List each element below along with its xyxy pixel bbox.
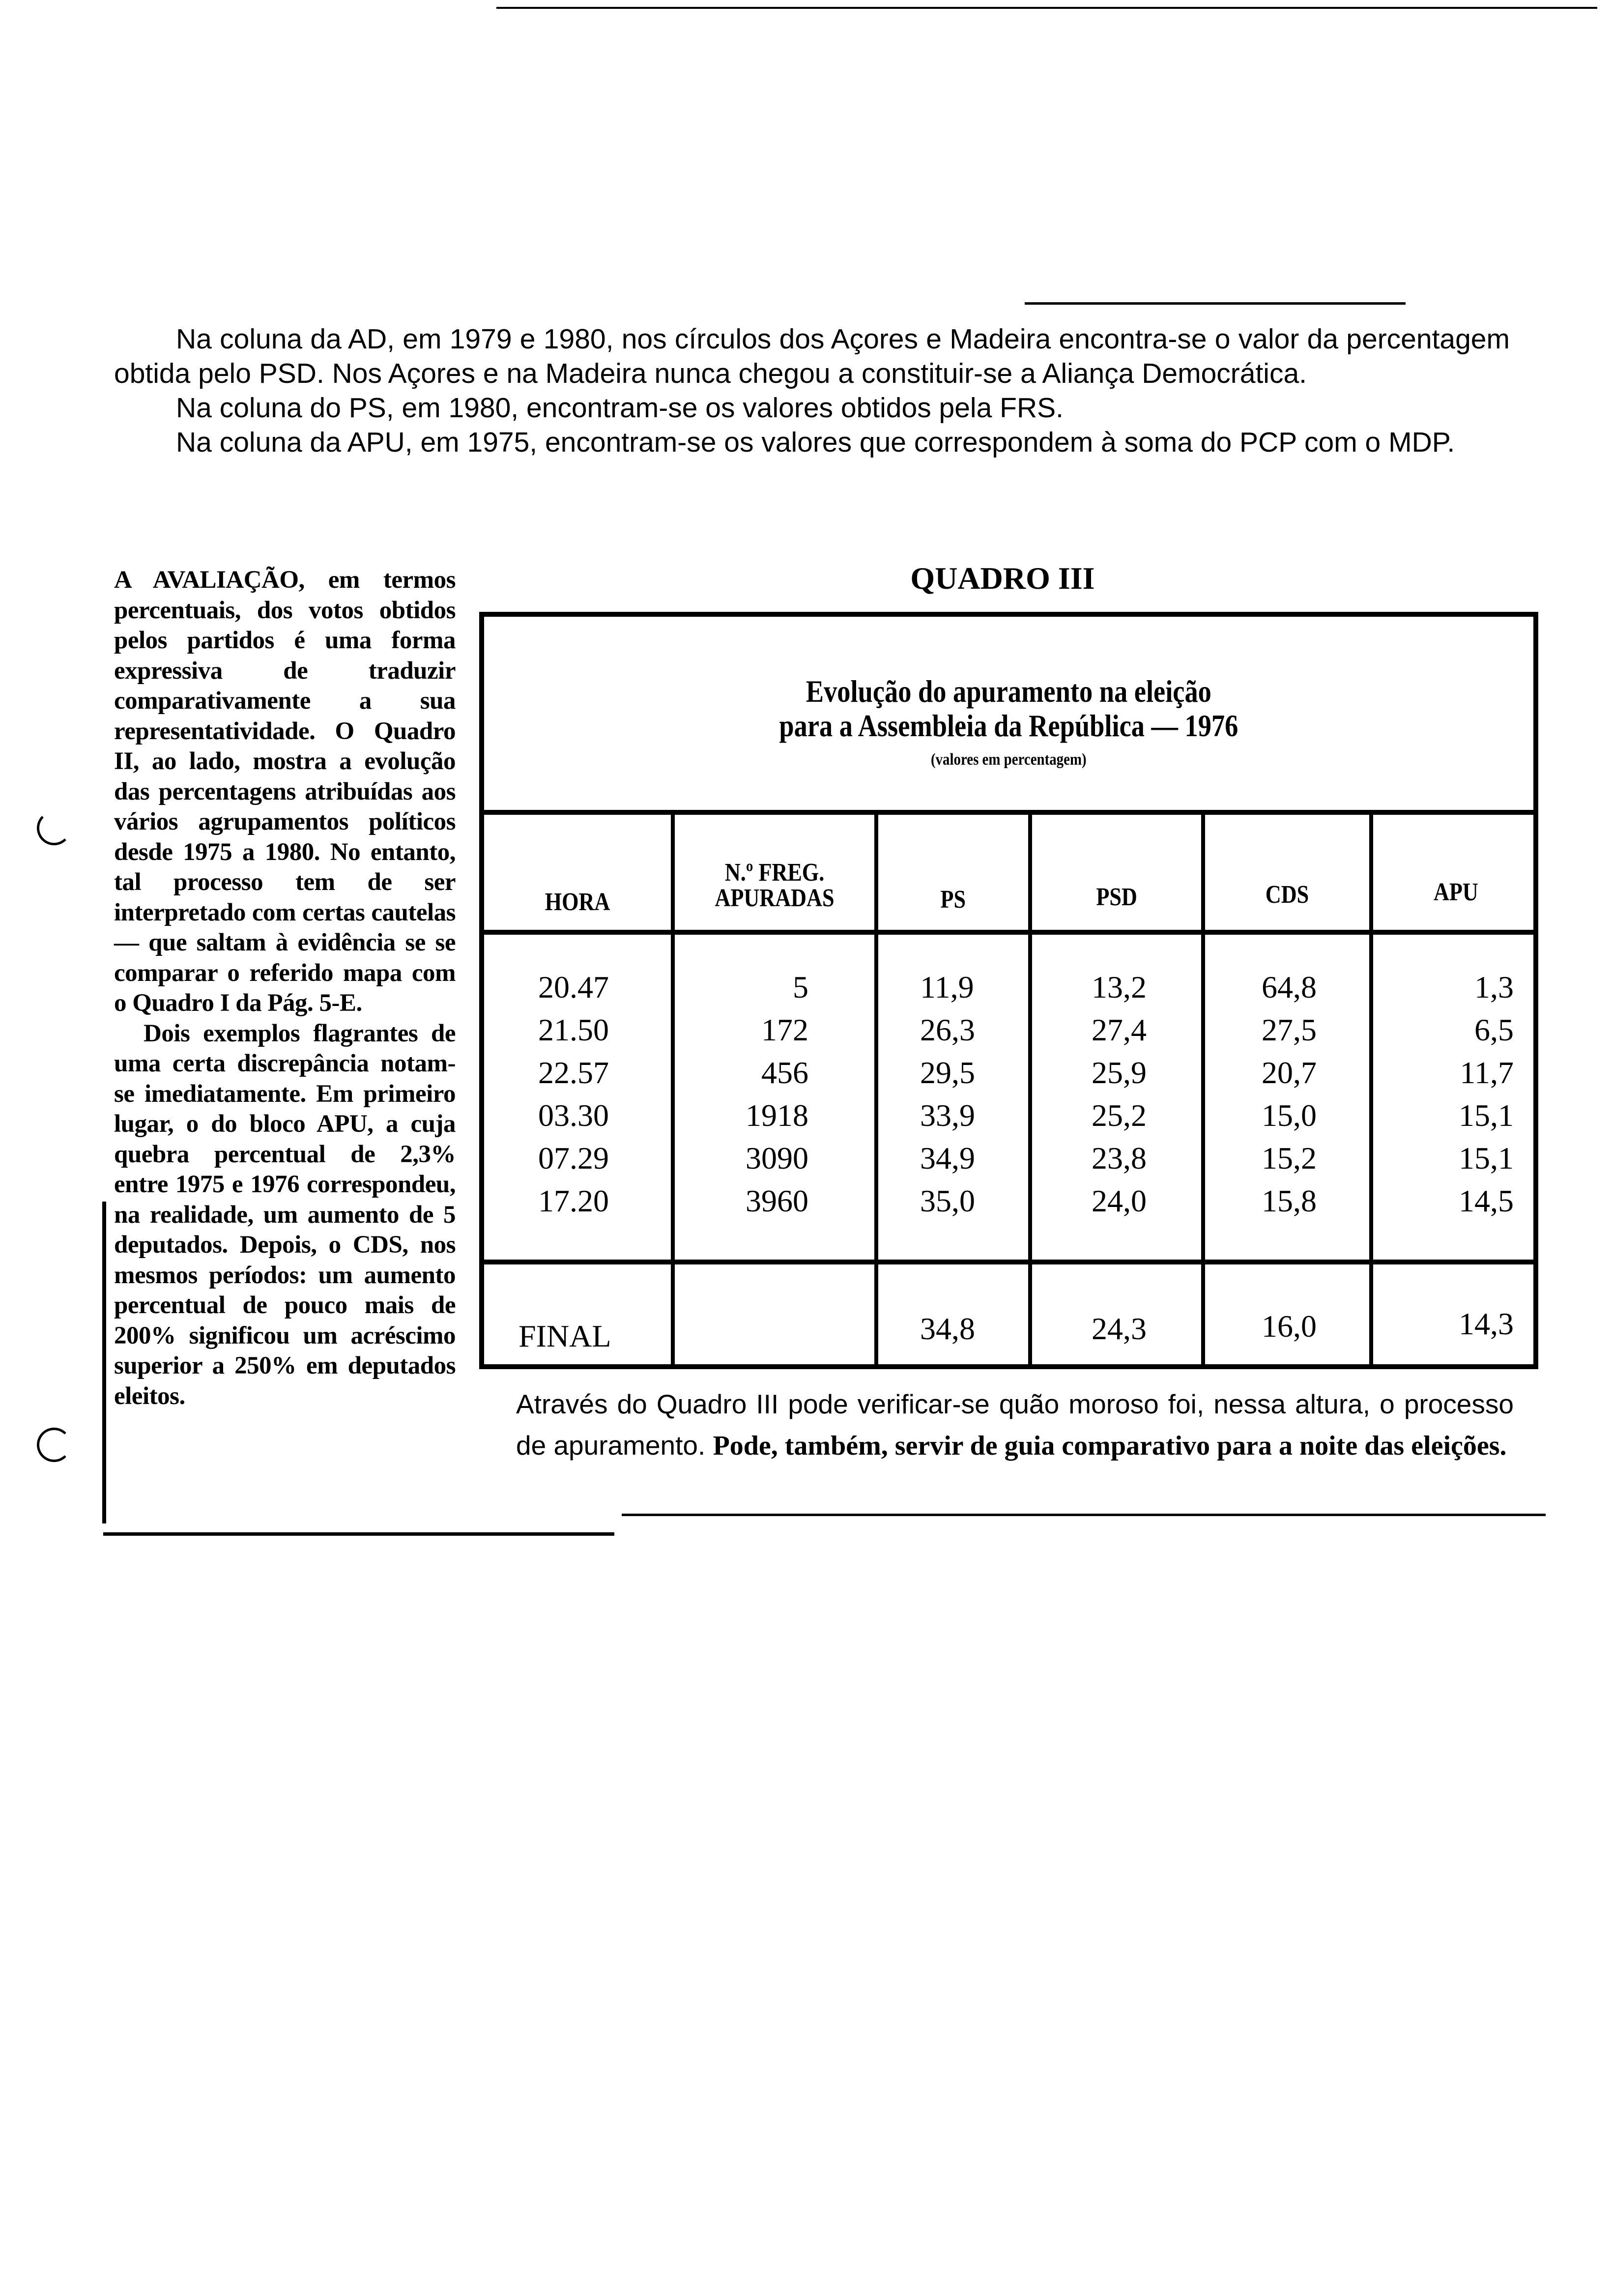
table-subtitle: (valores em percentagem) xyxy=(931,750,1087,769)
bottom-rule-left xyxy=(103,1532,614,1536)
cell-cds: 15,8 xyxy=(1262,1183,1317,1218)
cell-hora: 07.29 xyxy=(538,1141,609,1176)
cell-cds: 64,8 xyxy=(1262,970,1317,1004)
cell-apu: 14,5 xyxy=(1459,1183,1514,1218)
cell-hora: 22.57 xyxy=(538,1055,609,1090)
divider xyxy=(484,930,1533,935)
intro-paragraph: Na coluna da APU, em 1975, encontram-se os valores que correspondem à soma do PCP com o MDP. xyxy=(176,427,1455,458)
cell-ps: 34,9 xyxy=(920,1141,975,1176)
cell-apu: 15,1 xyxy=(1459,1141,1514,1176)
header-freg: N.º FREG. APURADAS xyxy=(715,859,835,912)
top-rule xyxy=(496,7,1597,9)
intro-rule xyxy=(1025,302,1406,305)
cell-ps: 29,5 xyxy=(920,1055,975,1090)
cell-freg: 3090 xyxy=(746,1141,808,1176)
cell-apu: 6,5 xyxy=(1474,1012,1514,1047)
cell-freg: 456 xyxy=(761,1055,808,1090)
cell-apu: 1,3 xyxy=(1474,970,1514,1004)
cell-psd: 25,2 xyxy=(1092,1098,1147,1133)
cell-hora: 21.50 xyxy=(538,1012,609,1047)
column-divider xyxy=(1201,813,1205,1364)
column-divider xyxy=(874,813,878,1364)
article-column xyxy=(114,565,456,1411)
cell-ps: 33,9 xyxy=(920,1098,975,1133)
cell-cds: 15,0 xyxy=(1262,1098,1317,1133)
bottom-rule-right xyxy=(622,1514,1546,1516)
punch-hole-mark xyxy=(37,811,71,845)
intro-paragraph: Na coluna da AD, em 1979 e 1980, nos círculos dos Açores e Madeira encontra-se o valor da percentagem obtida pelo PSD. Nos Açores e na Madeira nunca chegou a constituir-se a Aliança Democrática. xyxy=(114,323,1510,389)
article-paragraph: Dois exemplos flagrantes de uma certa discrepância notam-se imediatamente. Em primeiro lugar, o do bloco APU, a cuja quebra percentual de 2,3% entre 1975 e 1976 correspondeu, na realidade, um aumento de 5 deputados. Depois, o CDS, nos mesmos períodos: um aumento percentual de pouco mais de 200% significou um acréscimo superior a 250% em deputados eleitos. xyxy=(114,1019,456,1410)
cell-hora: 03.30 xyxy=(538,1098,609,1133)
punch-hole-mark xyxy=(37,1428,71,1462)
cell-psd: 23,8 xyxy=(1092,1141,1147,1176)
caption-bold-text: Pode, também, servir de guia comparativo para a noite das eleições. xyxy=(713,1431,1507,1461)
intro-notes xyxy=(114,322,1510,459)
table-title-line2: para a Assembleia da República — 1976 xyxy=(779,708,1238,743)
cell-psd: 25,9 xyxy=(1092,1055,1147,1090)
cell-cds: 27,5 xyxy=(1262,1012,1317,1047)
divider xyxy=(484,1260,1533,1264)
cell-cds: 20,7 xyxy=(1262,1055,1317,1090)
header-ps: PS xyxy=(940,886,966,914)
cell-cds: 15,2 xyxy=(1262,1141,1317,1176)
cell-ps: 35,0 xyxy=(920,1183,975,1218)
cell-psd: 24,0 xyxy=(1092,1183,1147,1218)
table-title-line1: Evolução do apuramento na eleição xyxy=(806,674,1212,709)
final-cds: 16,0 xyxy=(1262,1309,1317,1344)
intro-paragraph: Na coluna do PS, em 1980, encontram-se os valores obtidos pela FRS. xyxy=(176,392,1064,424)
cell-psd: 13,2 xyxy=(1092,970,1147,1004)
left-vertical-rule xyxy=(102,1202,106,1523)
table-caption xyxy=(516,1383,1514,1466)
column-divider xyxy=(1369,813,1373,1364)
cell-ps: 26,3 xyxy=(920,1012,975,1047)
cell-freg: 172 xyxy=(761,1012,808,1047)
final-psd: 24,3 xyxy=(1092,1311,1147,1346)
cell-apu: 15,1 xyxy=(1459,1098,1514,1133)
article-paragraph: A AVALIAÇÃO, em termos percentuais, dos votos obtidos pelos partidos é uma forma expressiva de traduzir comparativamente a sua representatividade. O Quadro II, ao lado, mostra a evolução das percentagens atribuídas aos vários agrupamentos políticos desde 1975 a 1980. No entanto, tal processo tem de ser interpretado com certas cautelas — que saltam à evidência se se comparar o referido mapa com o Quadro I da Pág. 5-E. xyxy=(114,566,456,1017)
cell-hora: 17.20 xyxy=(538,1183,609,1218)
cell-apu: 11,7 xyxy=(1460,1055,1514,1090)
final-ps: 34,8 xyxy=(920,1311,975,1346)
final-label: FINAL xyxy=(518,1319,611,1353)
column-divider xyxy=(1028,813,1032,1364)
header-cds: CDS xyxy=(1265,881,1309,909)
header-apu: APU xyxy=(1433,878,1478,906)
divider xyxy=(484,810,1533,815)
cell-freg: 1918 xyxy=(746,1098,808,1133)
cell-hora: 20.47 xyxy=(538,970,609,1004)
cell-psd: 27,4 xyxy=(1092,1012,1147,1047)
cell-freg: 3960 xyxy=(746,1183,808,1218)
caption-text: Através do Quadro III pode verificar-se quão moroso foi, nessa altura, o processo de apuramento. xyxy=(516,1389,1514,1461)
quadro-label: QUADRO III xyxy=(910,561,1095,596)
header-psd: PSD xyxy=(1096,883,1137,911)
header-hora: HORA xyxy=(545,888,610,916)
cell-freg: 5 xyxy=(793,970,808,1004)
column-divider xyxy=(671,813,675,1364)
final-apu: 14,3 xyxy=(1459,1306,1514,1341)
results-table xyxy=(479,612,1538,1369)
cell-ps: 11,9 xyxy=(920,970,974,1004)
